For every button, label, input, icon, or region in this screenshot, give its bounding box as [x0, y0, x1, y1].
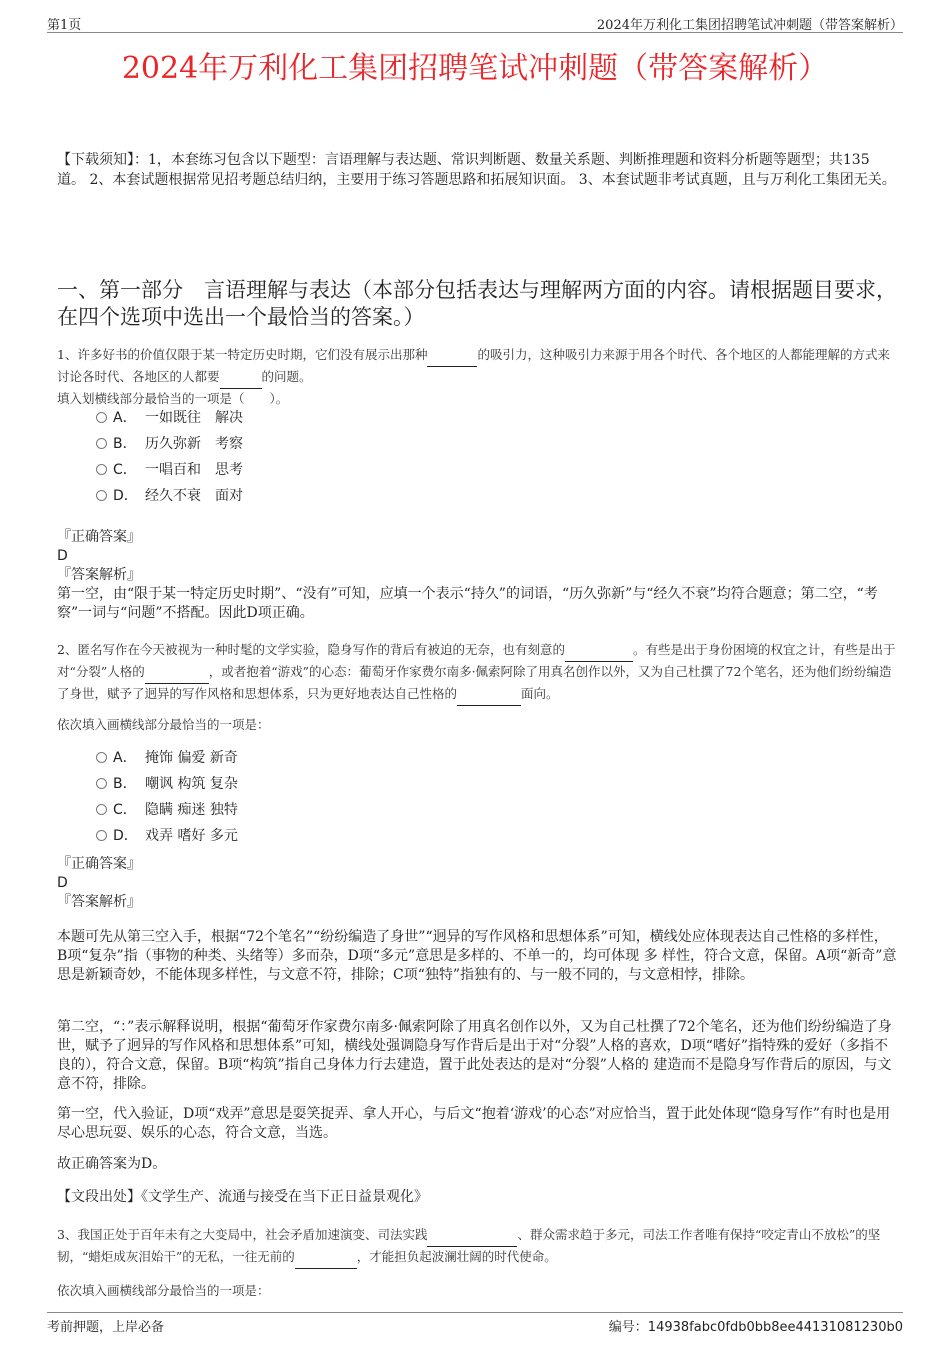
q2-stem-part: 面向。	[521, 686, 559, 701]
radio-icon[interactable]	[96, 752, 107, 763]
q1-stem-part: 的问题。	[261, 369, 312, 384]
fill-blank	[220, 369, 262, 389]
q1-stem-part: 1、许多好书的价值仅限于某一特定历史时期，它们没有展示出那种	[57, 347, 428, 362]
option-a[interactable]: A． 一如既往 解决	[96, 405, 243, 431]
q2-stem-part: 。有些是出于身份困境的权宜之计，有些是出于对“分裂”人格的	[57, 642, 896, 679]
q1-prompt: 填入划横线部分最恰当的一项是（ ）。	[57, 391, 289, 406]
analysis-text: 第一空，由“限于某一特定历史时期”、“没有”可知，应填一个表示“持久”的词语，“历久弥新”与“经久不衰”均符合题意；第二空，“考察”一词与“问题”不搭配。因此D项正确。	[57, 586, 878, 621]
section-title: 一、第一部分 言语理解与表达（本部分包括表达与理解两方面的内容。请根据题目要求，在四个选项中选出一个最恰当的答案。）	[57, 278, 897, 329]
option-d[interactable]: D． 经久不衰 面对	[96, 483, 243, 509]
footer-slogan: 考前押题，上岸必备	[47, 1320, 165, 1335]
question-1-stem	[57, 345, 897, 408]
option-c[interactable]: C． 隐瞒 痴迷 独特	[96, 797, 238, 823]
analysis-label: 『答案解析』	[57, 894, 141, 910]
q3-stem-part: ，才能担负起波澜壮阔的时代使命。	[356, 1249, 557, 1264]
q3-stem-part: 3、我国正处于百年未有之大变局中，社会矛盾加速演变、司法实践	[57, 1227, 428, 1242]
fill-blank	[295, 1249, 357, 1269]
page-number: 第1页	[47, 18, 82, 33]
question-2-stem	[57, 640, 897, 706]
fill-blank	[145, 664, 209, 684]
q3-stem-part: 、群众需求趋于多元，司法工作者唯有保持“咬定青山不放松”的坚韧，“蜡炬成灰泪始干”的无私，一往无前的	[57, 1227, 881, 1264]
option-d[interactable]: D． 戏弄 嗜好 多元	[96, 823, 238, 849]
question-2-options	[96, 745, 238, 849]
question-2-prompt: 依次填入画横线部分最恰当的一项是：	[57, 717, 270, 732]
question-1-answer	[57, 528, 897, 623]
answer-label: 『正确答案』	[57, 856, 141, 872]
question-1-options	[96, 405, 243, 509]
analysis-paragraph-2: 第二空，“：”表示解释说明，根据“葡萄牙作家费尔南多·佩索阿除了用真名创作以外，又为自己杜撰了72个笔名，还为他们纷纷编造了身世，赋予了迥异的写作风格和思想体系”可知，横线处强调隐身写作背后是出于对“分裂”人格的喜欢，D项“嗜好”指特殊的爱好（多指不良的），符合文意，保留。B项“构筑”指自己身体力行去建造，置于此处表达的是对“分裂”人格的 建造而不是隐身写作背后的原因，与文意不符，排除。	[57, 1019, 892, 1092]
fill-blank	[565, 642, 633, 662]
question-2-answer	[57, 855, 897, 912]
option-b[interactable]: B． 嘲讽 构筑 复杂	[96, 771, 238, 797]
radio-icon[interactable]	[96, 438, 107, 449]
header-doc-title: 2024年万利化工集团招聘笔试冲刺题（带答案解析）	[596, 18, 903, 33]
analysis-label: 『答案解析』	[57, 567, 141, 583]
q2-stem-part: ，或者抱着“游戏”的心态：葡萄牙作家费尔南多·佩索阿除了用真名创作以外，又为自己杜撰了72个笔名，还为他们纷纷编造了身世，赋予了迥异的写作风格和思想体系，只为更好地表达自己性格的	[57, 664, 892, 701]
footer-code	[609, 1316, 903, 1335]
fill-blank	[427, 1227, 517, 1247]
page-header	[47, 12, 903, 33]
q2-stem-part: 2、匿名写作在今天被视为一种时髦的文学实验，隐身写作的背后有被迫的无奈，也有刻意的	[57, 642, 565, 657]
analysis-conclusion: 故正确答案为D。	[57, 1156, 167, 1172]
radio-icon[interactable]	[96, 464, 107, 475]
q1-stem-part: 的吸引力，这种吸引力来源于用各个时代、各个地区的人都能理解的方式来讨论各时代、各地区的人都要	[57, 347, 890, 384]
radio-icon[interactable]	[96, 490, 107, 501]
code-label: 编号：	[608, 1320, 648, 1335]
question-3-prompt: 依次填入画横线部分最恰当的一项是：	[57, 1283, 270, 1298]
fill-blank	[457, 686, 521, 706]
radio-icon[interactable]	[96, 778, 107, 789]
document-title: 2024年万利化工集团招聘笔试冲刺题（带答案解析）	[121, 51, 829, 86]
radio-icon[interactable]	[96, 412, 107, 423]
answer-label: 『正确答案』	[57, 529, 141, 545]
analysis-paragraph-1: 本题可先从第三空入手，根据“72个笔名”“纷纷编造了身世”“迥异的写作风格和思想体系”可知，横线处应体现表达自己性格的多样性，B项“复杂”指（事物的种类、头绪等）多而杂，D项“多元”意思是多样的、不单一的，均可体现 多 样性，符合文意，保留。A项“新奇”意思是新颖奇妙，不能体现多样性，与文意不符，排除；C项“独特”指独有的、与一般不同的，与文意相悖，排除。	[57, 929, 897, 983]
analysis-source: 【文段出处】《文学生产、流通与接受在当下正日益景观化》	[57, 1189, 428, 1205]
radio-icon[interactable]	[96, 804, 107, 815]
option-a[interactable]: A． 掩饰 偏爱 新奇	[96, 745, 238, 771]
download-notice: 【下载须知】：1，本套练习包含以下题型：言语理解与表达题、常识判断题、数量关系题、判断推理题和资料分析题等题型；共135道。 2、本套试题根据常见招考题总结归纳，主要用于练习答题思路和拓展知识面。 3、本套试题非考试真题，且与万利化工集团无关。	[57, 152, 896, 188]
question-3-stem	[57, 1225, 897, 1269]
answer-value: D	[57, 548, 68, 564]
option-c[interactable]: C． 一唱百和 思考	[96, 457, 243, 483]
radio-icon[interactable]	[96, 830, 107, 841]
analysis-paragraph-3: 第一空，代入验证，D项“戏弄”意思是耍笑捉弄、拿人开心，与后文“抱着‘游戏’的心态”对应恰当，置于此处体现“隐身写作”有时也是用尽心思玩耍、娱乐的心态，符合文意，当选。	[57, 1106, 891, 1141]
page-footer	[47, 1312, 903, 1333]
answer-value: D	[57, 875, 68, 891]
code-value: 14938fabc0fdb0bb8ee44131081230b0	[647, 1320, 903, 1335]
fill-blank	[427, 347, 477, 367]
option-b[interactable]: B． 历久弥新 考察	[96, 431, 243, 457]
